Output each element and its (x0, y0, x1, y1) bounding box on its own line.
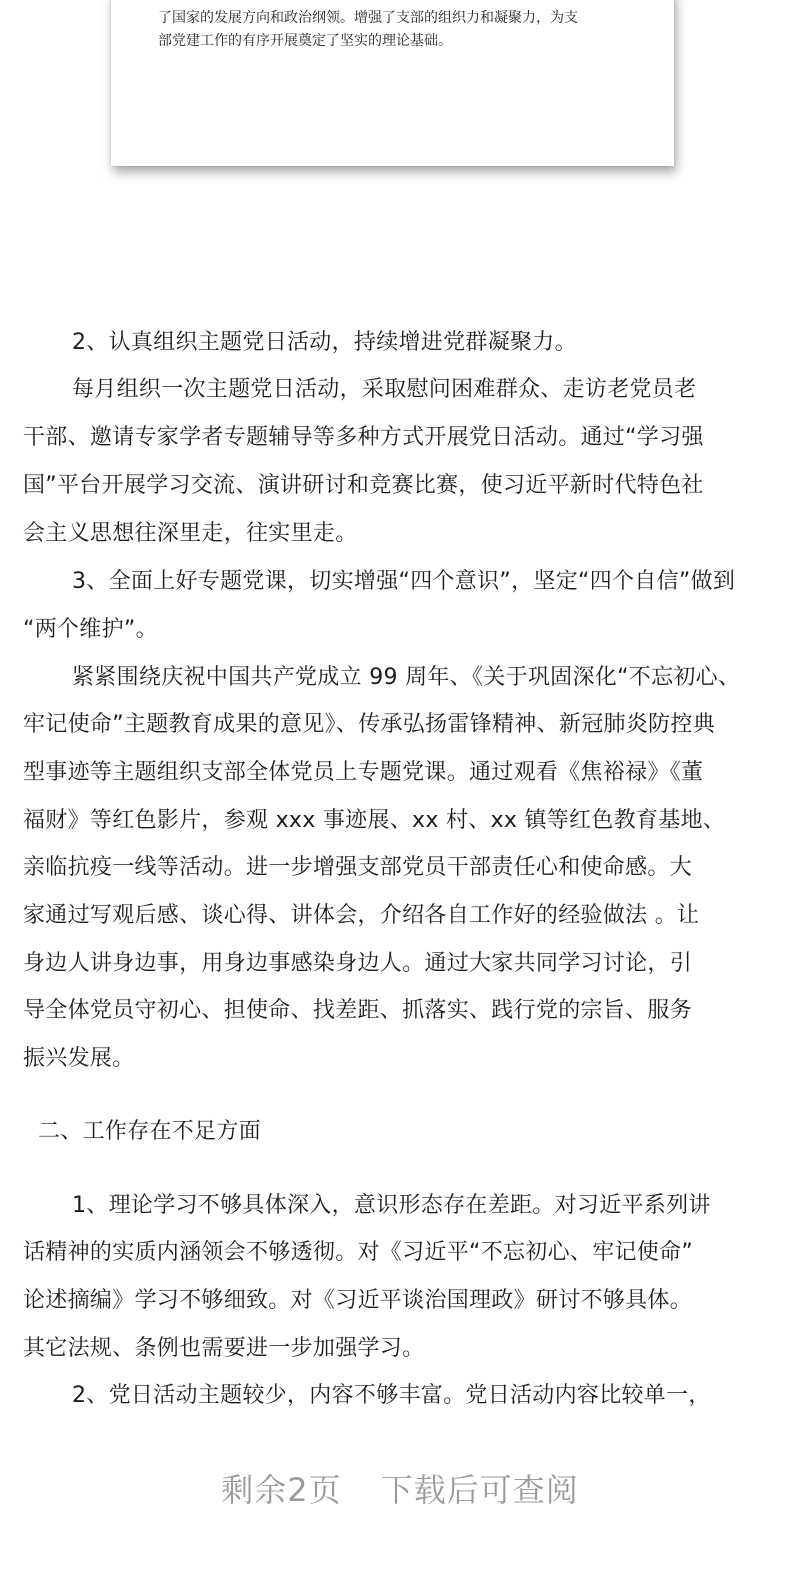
previous-page-line: 了国家的发展方向和政治纲领。增强了支部的组织力和凝聚力，为支 (158, 10, 578, 26)
remaining-pages-banner[interactable] (0, 1465, 800, 1511)
subsection-title: “两个维护”。 (23, 617, 158, 642)
paragraph-line: 2、党日活动主题较少，内容不够丰富。党日活动内容比较单一， (72, 1383, 711, 1408)
paragraph-line: 亲临抗疫一线等活动。进一步增强支部党员干部责任心和使命感。大 (23, 855, 693, 880)
paragraph-line: 身边人讲身边事，用身边事感染身边人。通过大家共同学习讨论，引 (23, 951, 693, 976)
paragraph-line: 其它法规、条例也需要进一步加强学习。 (23, 1336, 425, 1361)
paragraph-line: 福财》等红色影片，参观 xxx 事迹展、xx 村、xx 镇等红色教育基地、 (23, 808, 726, 833)
paragraph-line: 牢记使命”主题教育成果的意见》、传承弘扬雷锋精神、新冠肺炎防控典 (23, 712, 715, 737)
subsection-title: 2、认真组织主题党日活动，持续增进党群凝聚力。 (72, 330, 577, 355)
paragraph-line: 振兴发展。 (23, 1046, 135, 1071)
remaining-pages-label: 剩余2页 (221, 1471, 342, 1509)
paragraph-line: 紧紧围绕庆祝中国共产党成立 99 周年、《关于巩固深化“不忘初心、 (72, 665, 741, 690)
paragraph-line: 国”平台开展学习交流、演讲研讨和竞赛比赛，使习近平新时代特色社 (23, 473, 704, 498)
subsection-title: 3、全面上好专题党课，切实增强“四个意识”，坚定“四个自信”做到 (72, 569, 736, 594)
paragraph-line: 话精神的实质内涵领会不够透彻。对《习近平“不忘初心、牢记使命” (23, 1240, 694, 1265)
previous-page-line: 部党建工作的有序开展奠定了坚实的理论基础。 (158, 33, 452, 49)
download-hint-label: 下载后可查阅 (380, 1471, 579, 1509)
paragraph-line: 会主义思想往深里走，往实里走。 (23, 521, 358, 546)
paragraph-line: 1、理论学习不够具体深入，意识形态存在差距。对习近平系列讲 (72, 1193, 711, 1218)
previous-page-text (158, 7, 648, 53)
paragraph-line: 干部、邀请专家学者专题辅导等多种方式开展党日活动。通过“学习强 (23, 425, 704, 450)
paragraph-line: 论述摘编》学习不够细致。对《习近平谈治国理政》研讨不够具体。 (23, 1288, 693, 1313)
paragraph-line: 导全体党员守初心、担使命、找差距、抓落实、践行党的宗旨、服务 (23, 998, 693, 1023)
paragraph-line: 型事迹等主题组织支部全体党员上专题党课。通过观看《焦裕禄》《董 (23, 760, 704, 785)
previous-page-card (111, 0, 674, 166)
paragraph-line: 每月组织一次主题党日活动，采取慰问困难群众、走访老党员老 (72, 377, 697, 402)
section-heading: 二、工作存在不足方面 (38, 1119, 262, 1144)
paragraph-line: 家通过写观后感、谈心得、讲体会，介绍各自工作好的经验做法 。让 (23, 903, 700, 928)
